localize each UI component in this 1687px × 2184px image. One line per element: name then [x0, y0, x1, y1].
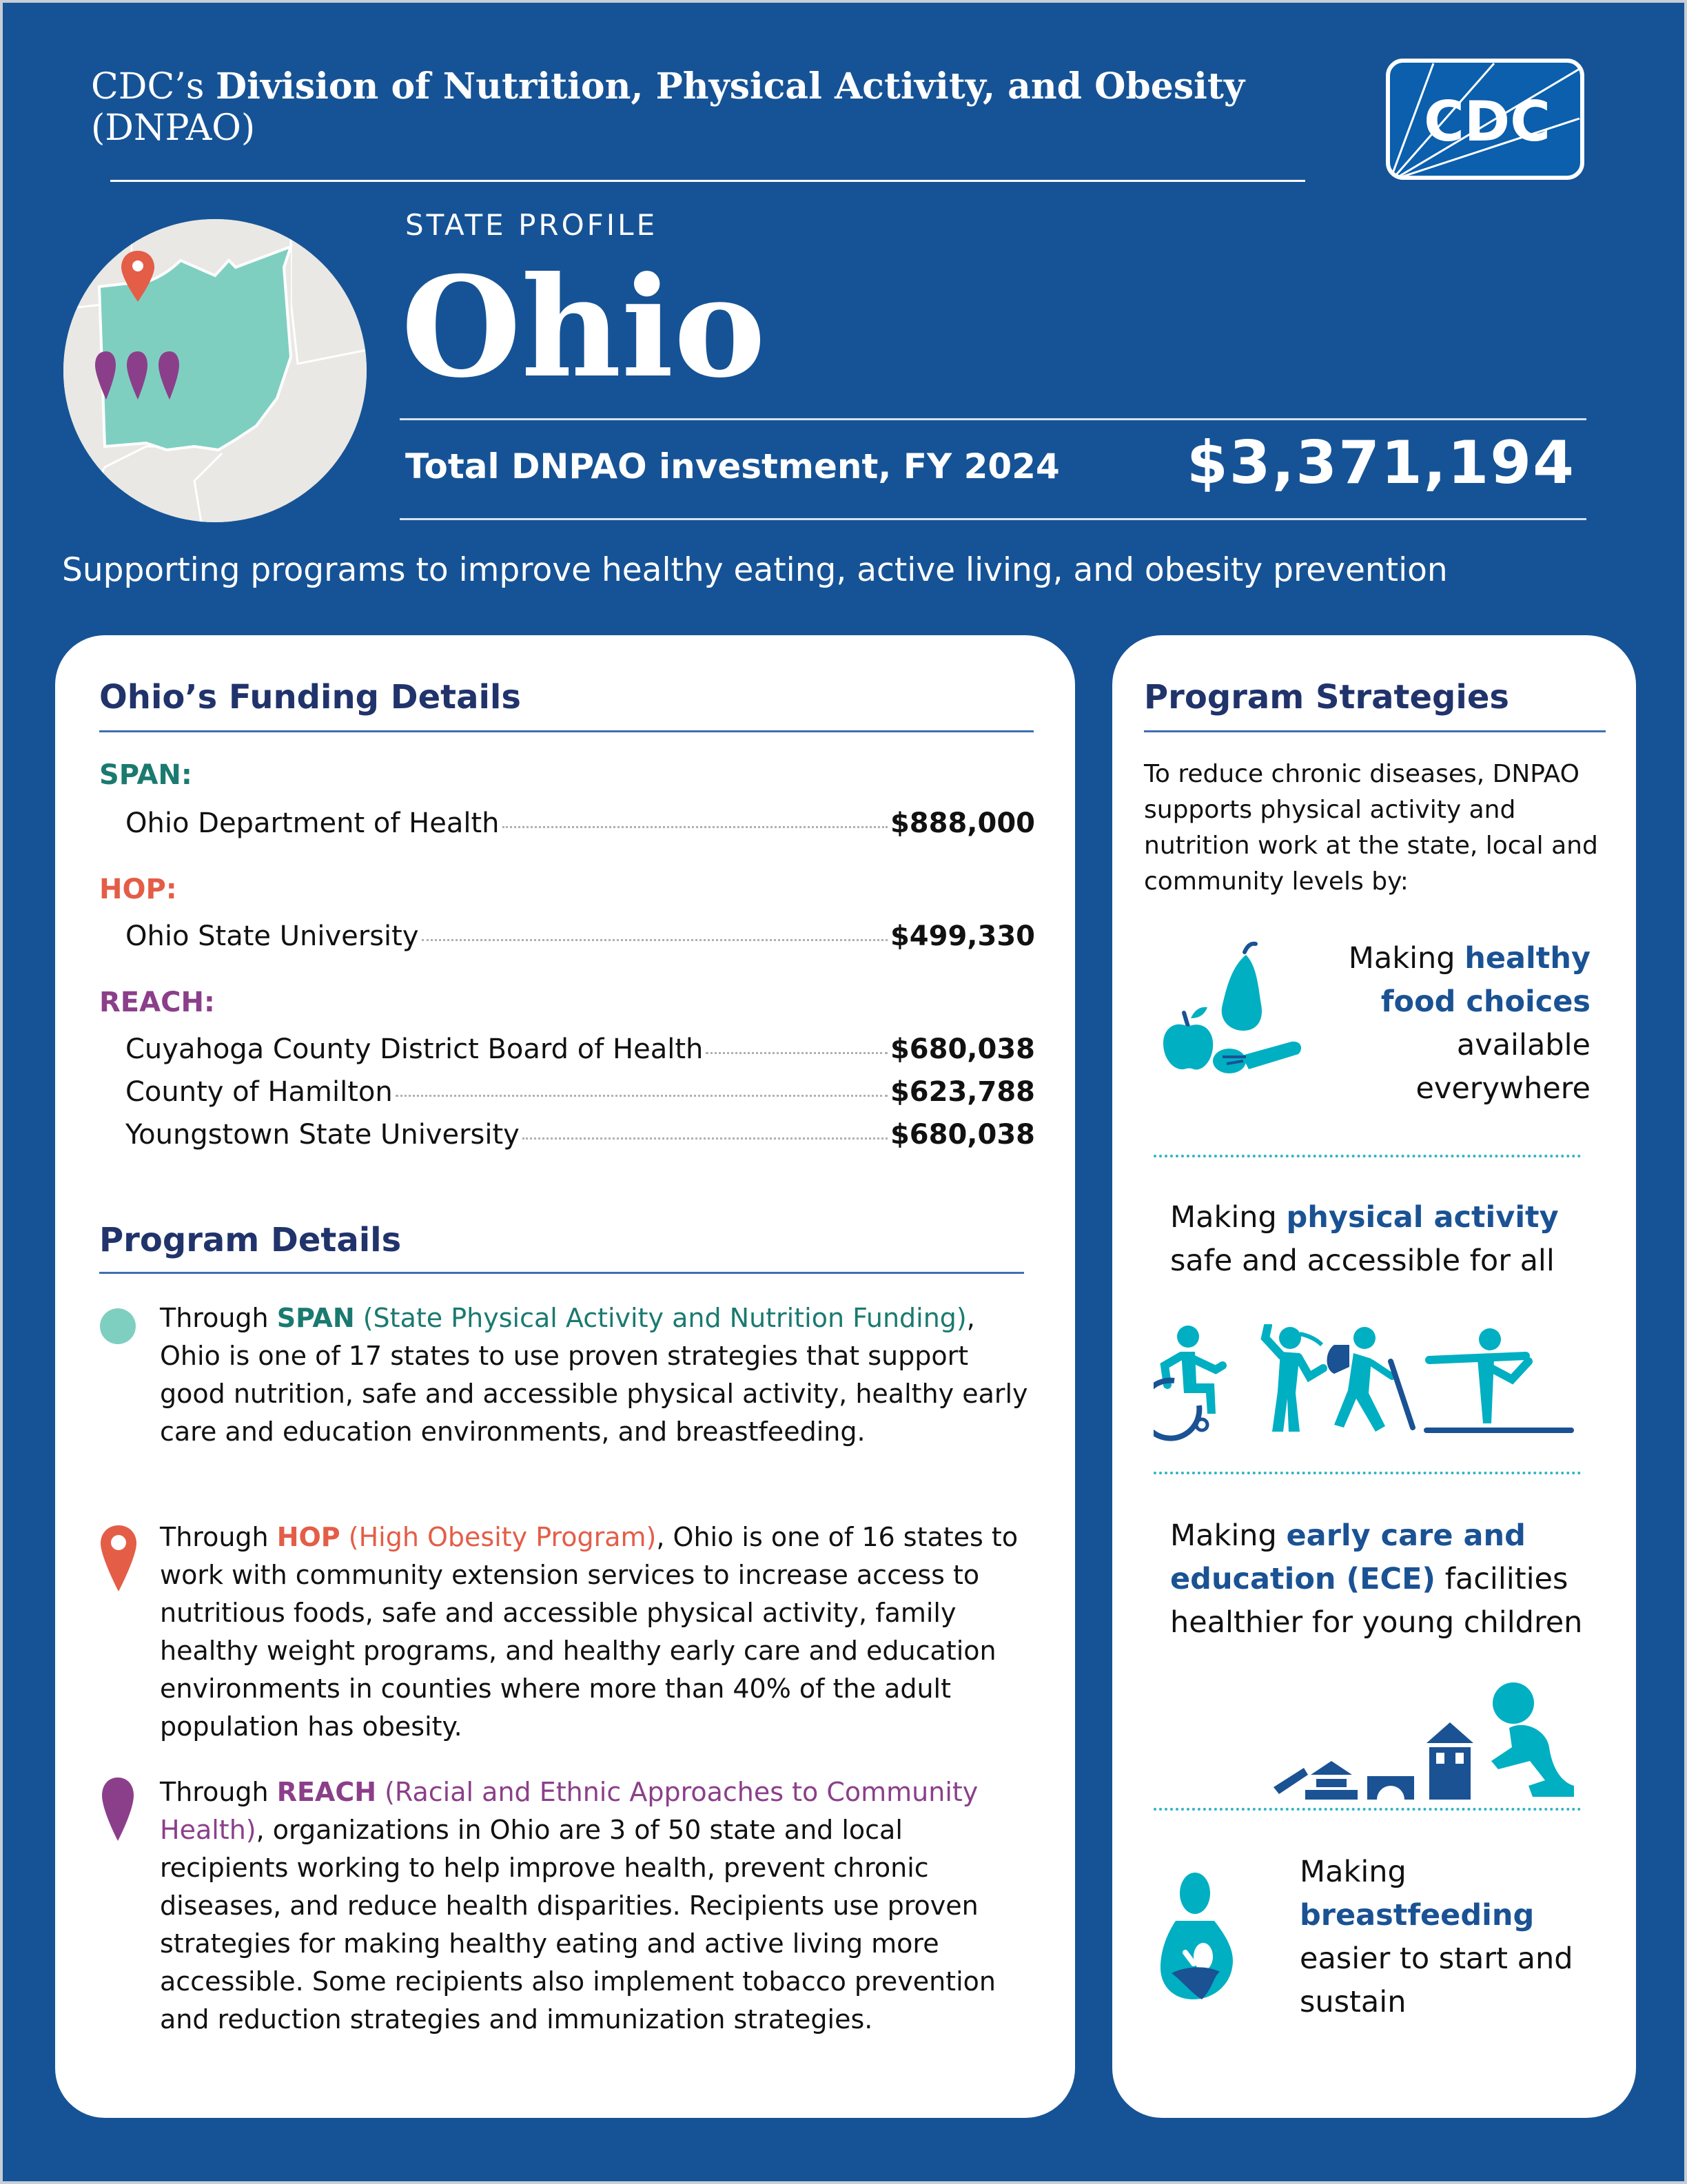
strategy-ece	[1170, 1514, 1584, 1645]
funding-org: Ohio State University	[125, 920, 419, 952]
strategy-divider	[1154, 1808, 1581, 1811]
investment-divider	[400, 518, 1586, 520]
header-divider	[110, 180, 1305, 182]
program-abbr: HOP	[276, 1522, 340, 1552]
funding-row	[125, 1119, 1035, 1151]
funding-amount: $680,038	[890, 1033, 1035, 1065]
profile-label: STATE PROFILE	[405, 208, 658, 242]
title-divider	[400, 418, 1586, 420]
program-abbr: SPAN	[276, 1303, 355, 1333]
funding-amount: $680,038	[890, 1119, 1035, 1151]
program-details-rule	[99, 1272, 1024, 1274]
org-prefix: CDC’s	[91, 66, 216, 107]
funding-row	[125, 920, 1035, 952]
strategy-bold: early care and education (ECE)	[1170, 1518, 1526, 1596]
program-hop	[160, 1518, 1028, 1746]
strategy-pre: Making	[1348, 941, 1465, 976]
funding-org: County of Hamilton	[125, 1076, 393, 1108]
program-lead: Through	[160, 1777, 277, 1807]
strategy-physical-activity	[1170, 1196, 1611, 1283]
funding-row	[125, 1076, 1035, 1108]
strategies-intro: To reduce chronic diseases, DNPAO supports physical activity and nutrition work at the state, local and community levels by:	[1144, 760, 1598, 896]
funding-amount: $888,000	[890, 807, 1035, 839]
program-lead: Through	[160, 1522, 277, 1552]
reach-pin-icons	[95, 351, 179, 400]
breastfeeding-icon	[1158, 1871, 1254, 2003]
child-blocks-icon	[1271, 1678, 1574, 1802]
funding-amount: $623,788	[890, 1076, 1035, 1108]
strategy-divider	[1154, 1472, 1581, 1474]
logo-text: CDC	[1424, 90, 1551, 154]
program-lead: Through	[160, 1303, 277, 1333]
org-name: Division of Nutrition, Physical Activity, and Obesity	[216, 65, 1245, 107]
program-body: , Ohio is one of 17 states to use proven strategies that support good nutrition, safe and accessible physical activity, healthy early care and education environments, and breastfeeding.	[160, 1303, 1028, 1447]
cdc-logo	[1385, 58, 1585, 181]
strategy-bold: healthy food choices	[1380, 941, 1591, 1019]
strategies-card	[1112, 635, 1636, 2118]
funding-org: Youngstown State University	[125, 1119, 520, 1151]
funding-rule	[99, 730, 1034, 732]
program-full-name: (High Obesity Program)	[340, 1522, 657, 1552]
circle-icon	[99, 1308, 136, 1345]
dot-leader	[422, 939, 888, 941]
strategy-bold: breastfeeding	[1300, 1898, 1535, 1933]
funding-row	[125, 1033, 1035, 1065]
investment-label: Total DNPAO investment, FY 2024	[405, 446, 1060, 486]
category-reach: REACH:	[99, 987, 215, 1018]
category-hop: HOP:	[99, 874, 177, 905]
category-span: SPAN:	[99, 759, 192, 791]
dot-leader	[706, 1052, 888, 1054]
state-name: Ohio	[401, 247, 766, 409]
funding-amount: $499,330	[890, 920, 1035, 952]
dot-leader	[502, 826, 888, 828]
org-title	[91, 66, 1304, 149]
dot-leader	[522, 1137, 888, 1140]
strategy-healthy-food	[1301, 937, 1591, 1111]
funding-org: Cuyahoga County District Board of Health	[125, 1033, 704, 1065]
ohio-map	[63, 219, 367, 522]
strategy-post: available everywhere	[1415, 1028, 1591, 1106]
investment-value: $3,371,194	[1186, 429, 1575, 497]
program-abbr: REACH	[276, 1777, 377, 1807]
strategy-pre: Making	[1170, 1518, 1287, 1553]
program-body: , Ohio is one of 16 states to work with community extension services to increase access to nutritious foods, safe and accessible physical activity, family healthy weight programs, and healthy early care and education environments in counties where more than 40% of the adult population has obesity.	[160, 1522, 1019, 1742]
strategy-post: facilities healthier for young children	[1170, 1562, 1583, 1640]
program-span	[160, 1299, 1028, 1451]
fruit-vegetable-icon	[1161, 938, 1312, 1076]
org-abbr: (DNPAO)	[91, 107, 256, 149]
strategies-rule	[1144, 730, 1606, 732]
strategy-post: easier to start and sustain	[1300, 1941, 1573, 2019]
strategy-pre: Making	[1170, 1200, 1287, 1235]
funding-title: Ohio’s Funding Details	[99, 678, 521, 717]
strategies-title: Program Strategies	[1144, 678, 1509, 717]
tagline: Supporting programs to improve healthy eating, active living, and obesity prevention	[62, 551, 1448, 589]
map-pin-icon	[99, 1524, 138, 1593]
physical-activity-icon	[1154, 1324, 1574, 1462]
program-full-name: (Racial and Ethnic Approaches to Community Health)	[160, 1777, 979, 1845]
program-full-name: (State Physical Activity and Nutrition Funding)	[354, 1303, 967, 1333]
strategy-pre: Making	[1300, 1855, 1407, 1889]
strategy-bold: physical activity	[1286, 1200, 1559, 1235]
funding-org: Ohio Department of Health	[125, 807, 500, 839]
teardrop-pin-icon	[99, 1776, 136, 1842]
funding-card	[55, 635, 1075, 2118]
strategy-divider	[1154, 1155, 1581, 1157]
strategy-post: safe and accessible for all	[1170, 1244, 1555, 1278]
dot-leader	[396, 1095, 888, 1097]
funding-row	[125, 807, 1035, 839]
program-reach	[160, 1773, 1028, 2039]
strategy-breastfeeding	[1300, 1851, 1589, 2024]
program-body: , organizations in Ohio are 3 of 50 state and local recipients working to help improve health, prevent chronic diseases, and reduce health disparities. Recipients use proven strategies for making healthy eating and active living more accessible. Some recipients also implement tobacco prevention and reduction strategies and immunization strategies.	[160, 1815, 996, 2034]
program-details-title: Program Details	[99, 1221, 402, 1259]
ohio-map-graphic	[63, 219, 367, 522]
